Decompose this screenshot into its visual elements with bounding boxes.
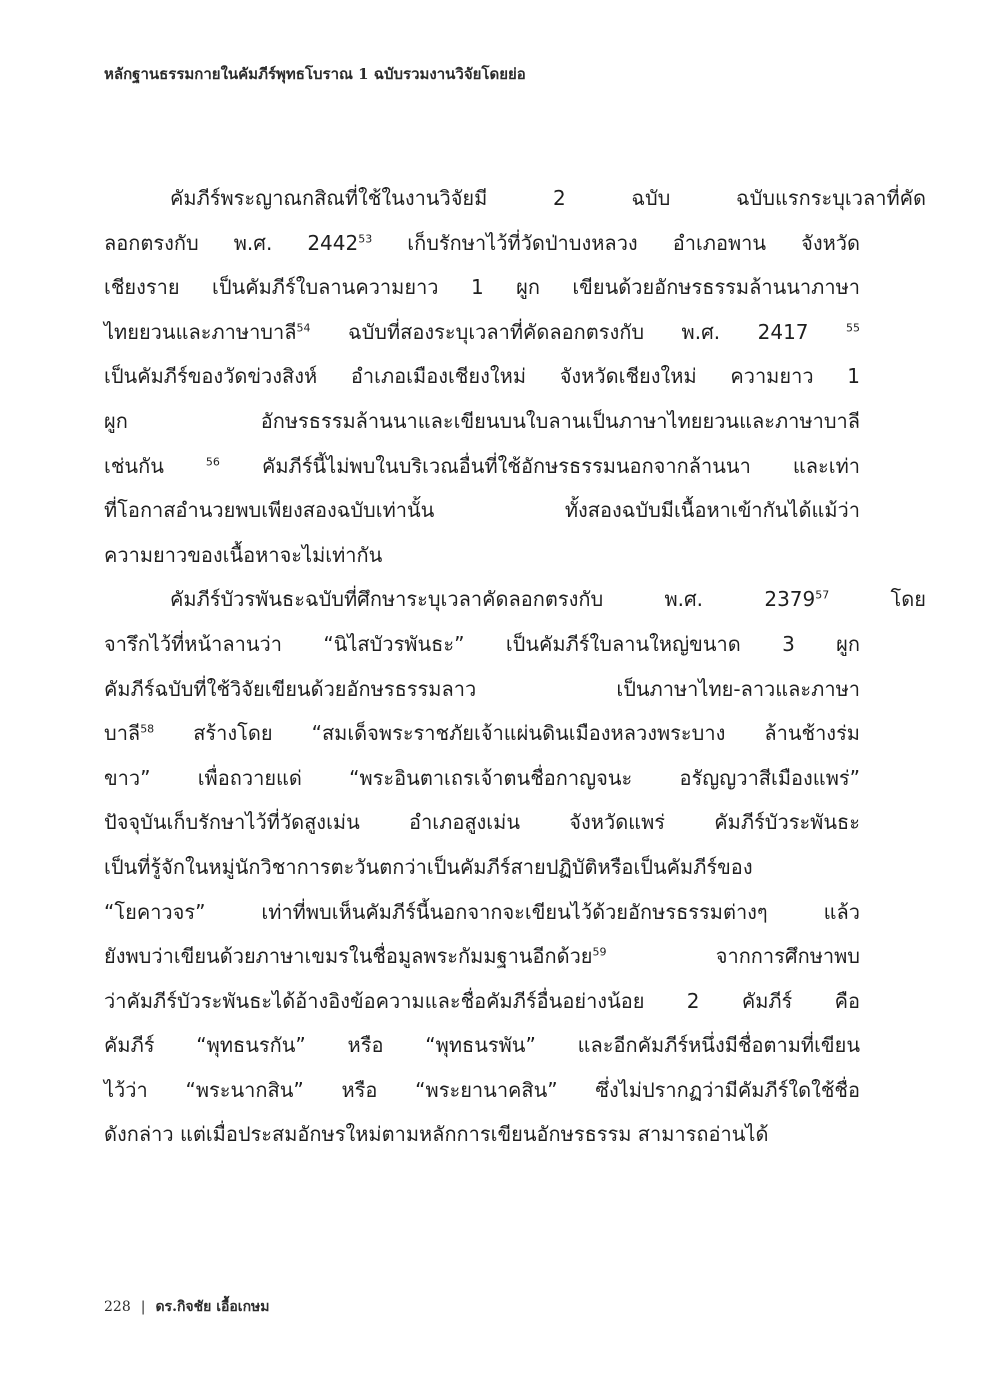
line-text: คัมภีร์บัวรพันธะฉบับที่ศึกษาระบุเวลาคัดลอกตรงกับ พ.ศ. 2379 [170,587,816,612]
text-line [104,845,860,890]
text-line [104,1068,860,1113]
text-line [104,533,860,578]
line-text: สร้างโดย “สมเด็จพระราชภัยเจ้าแผ่นดินเมืองหลวงพระบาง ล้านช้างร่ม [154,721,860,746]
footer-separator: | [140,1299,146,1315]
line-text: ว่าคัมภีร์บัวระพันธะได้อ้างอิงข้อความและชื่อคัมภีร์อื่นอย่างน้อย 2 คัมภีร์ คือ [104,988,860,1013]
text-line [104,800,860,845]
line-text: ไว้ว่า “พระนากสิน” หรือ “พระยานาคสิน” ซึ่งไม่ปรากฏว่ามีคัมภีร์ใดใช้ชื่อ [104,1077,860,1102]
line-text: เชียงราย เป็นคัมภีร์ใบลานความยาว 1 ผูก เขียนด้วยอักษรธรรมล้านนาภาษา [104,275,860,300]
running-header: หลักฐานธรรมกายในคัมภีร์พุทธโบราณ 1 ฉบับรวมงานวิจัยโดยย่อ [104,65,526,83]
line-text: ความยาวของเนื้อหาจะไม่เท่ากัน [104,542,383,567]
line-text: โดย [829,587,926,612]
text-line [104,221,860,266]
text-line [104,1112,860,1157]
text-line [104,934,860,979]
line-text: จารึกไว้ที่หน้าลานว่า “นิไสบัวรพันธะ” เป็นคัมภีร์ใบลานใหญ่ขนาด 3 ผูก [104,631,860,656]
text-line [104,1023,860,1068]
page-footer [104,1296,270,1318]
text-line [104,399,860,444]
line-text: ดังกล่าว แต่เมื่อประสมอักษรใหม่ตามหลักการเขียนอักษรธรรม สามารถอ่านได้ [104,1122,769,1147]
text-line [104,756,860,801]
line-text: ขาว” เพื่อถวายแด่ “พระอินตาเถรเจ้าตนชื่อกาญจนะ อรัญญวาสีเมืองแพร่” [104,765,860,790]
line-text: คัมภีร์พระญาณกสิณที่ใช้ในงานวิจัยมี 2 ฉบับ ฉบับแรกระบุเวลาที่คัด [170,186,926,210]
text-line [104,488,860,533]
line-text: “โยคาวจร” เท่าที่พบเห็นคัมภีร์นี้นอกจากจะเขียนไว้ด้วยอักษรธรรมต่างๆ แล้ว [104,899,860,924]
text-line [104,711,860,756]
text-line [104,310,860,355]
line-text: เก็บรักษาไว้ที่วัดป่าบงหลวง อำเภอพาน จังหวัด [372,230,860,255]
text-line [104,265,860,310]
line-text: ที่โอกาสอำนวยพบเพียงสองฉบับเท่านั้น ทั้งสองฉบับมีเนื้อหาเข้ากันได้แม้ว่า [104,498,860,523]
text-line [104,979,860,1024]
line-text: จากการศึกษาพบ [606,944,860,969]
footnote-ref: 57 [815,588,830,602]
text-line [104,354,860,399]
footnote-ref: 54 [296,321,311,335]
line-text: คัมภีร์นี้ไม่พบในบริเวณอื่นที่ใช้อักษรธรรมนอกจากล้านนา และเท่า [219,453,860,478]
text-line [104,622,860,667]
page-number: 228 [104,1299,131,1315]
body-text [104,176,926,1157]
text-line [104,890,860,935]
line-text: คัมภีร์ฉบับที่ใช้วิจัยเขียนด้วยอักษรธรรมลาว เป็นภาษาไทย-ลาวและภาษา [104,676,860,701]
footnote-ref: 53 [358,231,373,245]
footnote-ref: 56 [205,454,220,468]
line-text: ยังพบว่าเขียนด้วยภาษาเขมรในชื่อมูลพระกัมมฐานอีกด้วย [104,944,593,969]
line-text: ไทยยวนและภาษาบาลี [104,319,297,344]
line-text: ฉบับที่สองระบุเวลาที่คัดลอกตรงกับ พ.ศ. 2417 [310,319,846,344]
footnote-ref: 59 [592,945,607,959]
line-text: เป็นคัมภีร์ของวัดข่วงสิงห์ อำเภอเมืองเชียงใหม่ จังหวัดเชียงใหม่ ความยาว 1 [104,364,860,389]
text-line [104,176,926,221]
line-text: บาลี [104,721,141,746]
line-text: ลอกตรงกับ พ.ศ. 2442 [104,230,359,255]
footnote-ref: 58 [140,722,155,736]
line-text: คัมภีร์ “พุทธนรกัน” หรือ “พุทธนรพัน” และอีกคัมภีร์หนึ่งมีชื่อตามที่เขียน [104,1033,860,1058]
text-line [104,577,926,622]
line-text: ปัจจุบันเก็บรักษาไว้ที่วัดสูงเม่น อำเภอสูงเม่น จังหวัดแพร่ คัมภีร์บัวระพันธะ [104,810,860,835]
line-text: เช่นกัน [104,453,206,478]
footnote-ref: 55 [846,321,860,335]
line-text: ผูก อักษรธรรมล้านนาและเขียนบนใบลานเป็นภาษาไทยยวนและภาษาบาลี [104,408,860,433]
line-text: เป็นที่รู้จักในหมู่นักวิชาการตะวันตกว่าเป็นคัมภีร์สายปฏิบัติหรือเป็นคัมภีร์ของ [104,854,753,879]
author-name: ดร.กิจชัย เอื้อเกษม [155,1299,270,1315]
text-line [104,444,860,489]
text-line [104,667,860,712]
